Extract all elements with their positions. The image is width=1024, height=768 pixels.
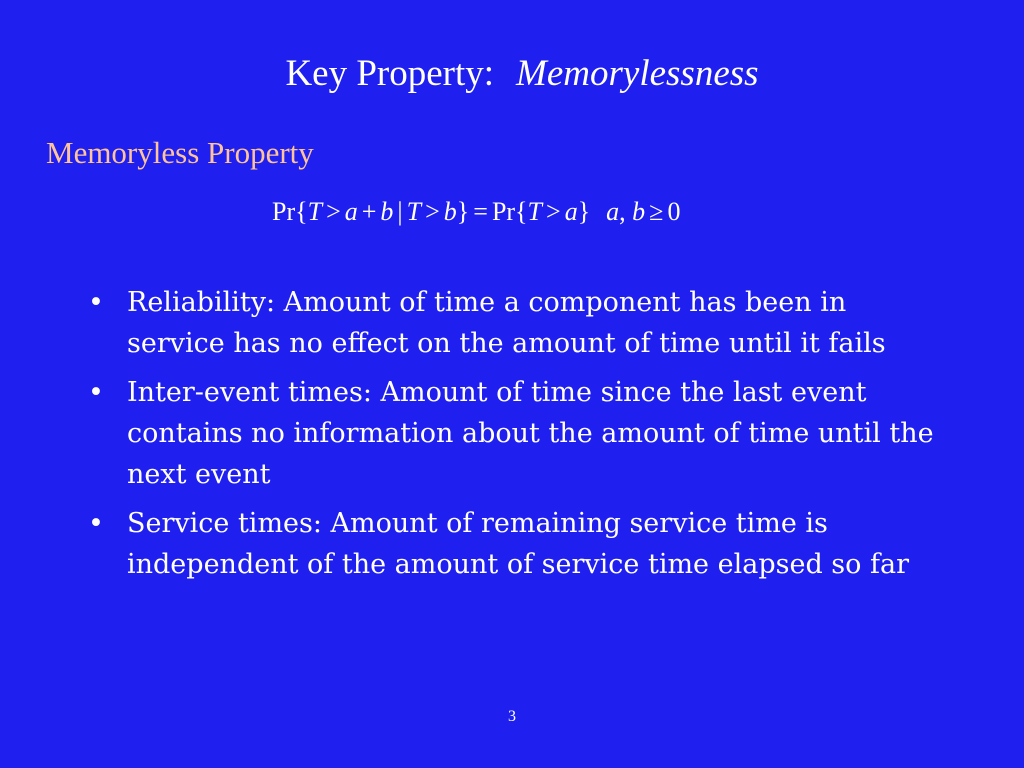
bullet-item [0,282,947,364]
memoryless-formula [272,196,680,227]
formula-var-a: a [606,197,620,226]
bullet-dot-icon: • [88,287,104,318]
formula-op-ge: ≥ [649,197,664,226]
formula-zero: 0 [667,197,681,226]
title-emphasis: Memorylessness [516,53,759,94]
formula-var-t: T [527,197,543,226]
bullet-item [0,503,947,585]
formula-var-b: b [380,197,394,226]
formula-op-given: | [397,197,403,226]
formula-op-eq: = [473,197,488,226]
formula-var-a: a [564,197,578,226]
slide-title [0,52,1024,96]
bullet-list [0,282,947,593]
bullet-item [0,372,947,495]
bullet-text: Reliability: Amount of time a component has been in service has no effect on the amount of time until it fails [127,287,886,359]
bullet-text: Inter-event times: Amount of time since the last event contains no information about the amount of time until the next event [127,377,934,490]
formula-op-gt: > [326,197,341,226]
formula-var-t: T [406,197,422,226]
formula-var-b: b [632,197,646,226]
bullet-dot-icon: • [88,508,104,539]
title-main: Key Property: [285,53,495,94]
formula-op-gt: > [425,197,440,226]
bullet-text: Service times: Amount of remaining service time is independent of the amount of service time elapsed so far [127,508,909,580]
formula-brace-close: } [456,197,470,226]
formula-var-t: T [307,197,323,226]
section-heading: Memoryless Property [46,135,314,170]
formula-var-b: b [443,197,457,226]
formula-var-a: a [344,197,358,226]
formula-brace-close: } [577,197,591,226]
formula-op-plus: + [361,197,377,226]
page-number: 3 [508,708,516,725]
formula-pr: Pr{ [491,197,528,226]
formula-pr: Pr{ [272,197,308,226]
formula-comma: , [619,197,626,226]
bullet-dot-icon: • [88,377,104,408]
formula-op-gt: > [546,197,561,226]
